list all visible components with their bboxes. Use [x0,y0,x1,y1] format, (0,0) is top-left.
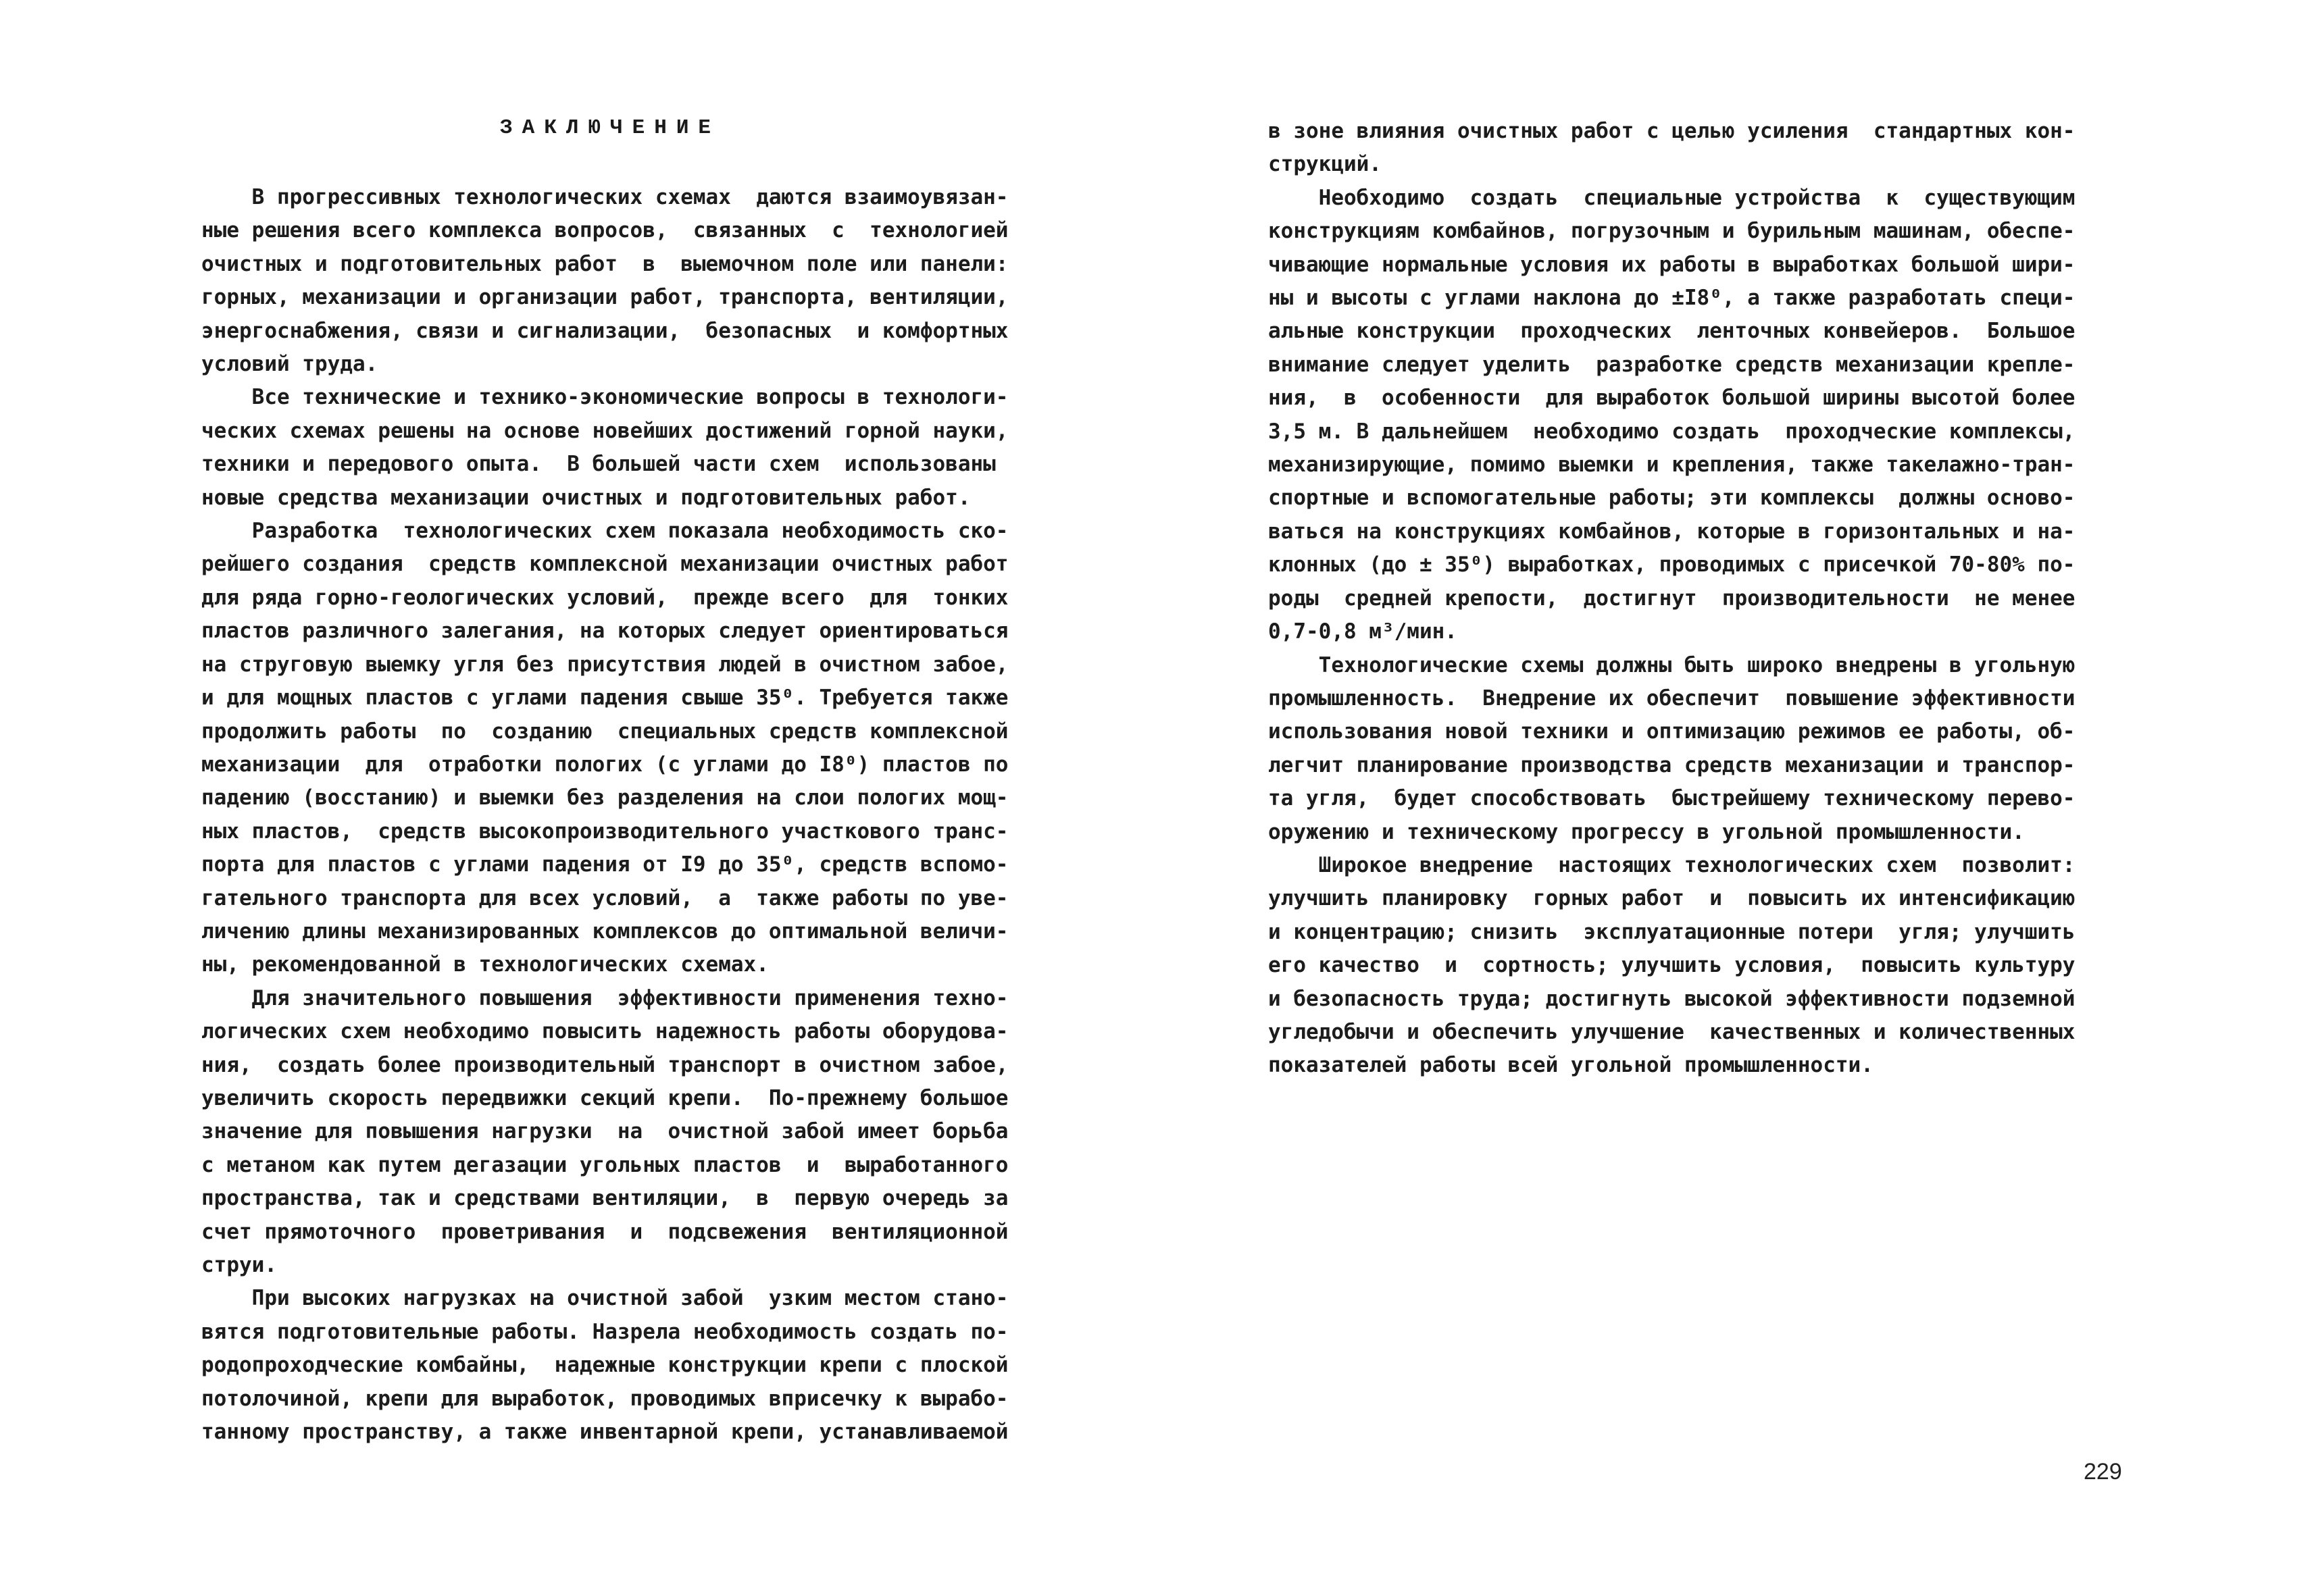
right-page [1157,0,2314,1596]
page-number: 229 [2084,1459,2122,1485]
body-text-left: В прогрессивных технологических схемах даются взаимоувязан- ные решения всего комплекса вопросов, связанных с технологией очистных и подготовительных работ в выемочном поле или панели: горных, механизации и организации работ, транспорта, вентиляции, энергоснабжения, связи и сигнализации, безопасных и комфортных условий труда. Все технические и технико-экономические вопросы в технологи- ческих схемах решены на основе новейших достижений горной науки, техники и передового опыта. В большей части схем использованы новые средства механизации очистных и подготовительных работ. Разработка технологических схем показала необходимость ско- рейшего создания средств комплексной механизации очистных работ для ряда горно-геологических условий, прежде всего для тонких пластов различного залегания, на которых следует ориентироваться на струговую выемку угля без присутствия людей в очистном забое, и для мощных пластов с углами падения свыше 35⁰. Требуется также продолжить работы по созданию специальных средств комплексной механизации для отработки пологих (с углами до I8⁰) пластов по падению (восстанию) и выемки без разделения на слои пологих мощ- ных пластов, средств высокопроизводительного участкового транс- порта для пластов с углами падения от I9 до 35⁰, средств вспомо- гательного транспорта для всех условий, а также работы по уве- личению длины механизированных комплексов до оптимальной величи- ны, рекомендованной в технологических схемах. Для значительного повышения эффективности применения техно- логических схем необходимо повысить надежность работы оборудова- ния, создать более производительный транспорт в очистном забое, увеличить скорость передвижки секций крепи. По-прежнему большое значение для повышения нагрузки на очистной забой имеет борьба с метаном как путем дегазации угольных пластов и выработанного пространства, так и средствами вентиляции, в первую очередь за счет прямоточного проветривания и подсвежения вентиляционной струи. При высоких нагрузках на очистной забой узким местом стано- вятся подготовительные работы. Назрела необходимость создать по- родопроходческие комбайны, надежные конструкции крепи с плоской потолочиной, крепи для выработок, проводимых вприсечку к вырабо- танному пространству, а также инвентарной крепи, устанавливаемой [201,185,1009,1445]
page-heading: ЗАКЛЮЧЕНИЕ [500,116,721,140]
body-text-right: в зоне влияния очистных работ с целью усиления стандартных кон- струкций. Необходимо создать специальные устройства к существующим конструкциям комбайнов, погрузочным и бурильным машинам, обеспе- чивающие нормальные условия их работы в выработках большой шири- ны и высоты с углами наклона до ±I8⁰, а также разработать специ- альные конструкции проходческих ленточных конвейеров. Большое внимание следует уделить разработке средств механизации крепле- ния, в особенности для выработок большой ширины высотой более 3,5 м. В дальнейшем необходимо создать проходческие комплексы, механизирующие, помимо выемки и крепления, также такелажно-тран- спортные и вспомогательные работы; эти комплексы должны осново- ваться на конструкциях комбайнов, которые в горизонтальных и на- клонных (до ± 35⁰) выработках, проводимых с присечкой 70-80% по- роды средней крепости, достигнут производительности не менее 0,7-0,8 м³/мин. Технологические схемы должны быть широко внедрены в угольную промышленность. Внедрение их обеспечит повышение эффективности использования новой техники и оптимизацию режимов ее работы, об- легчит планирование производства средств механизации и транспор- та угля, будет способствовать быстрейшему техническому перево- оружению и техническому прогрессу в угольной промышленности. Широкое внедрение настоящих технологических схем позволит: улучшить планировку горных работ и повысить их интенсификацию и концентрацию; снизить эксплуатационные потери угля; улучшить его качество и сортность; улучшить условия, повысить культуру и безопасность труда; достигнуть высокой эффективности подземной угледобычи и обеспечить улучшение качественных и количественных показателей работы всей угольной промышленности. [1268,119,2076,1078]
